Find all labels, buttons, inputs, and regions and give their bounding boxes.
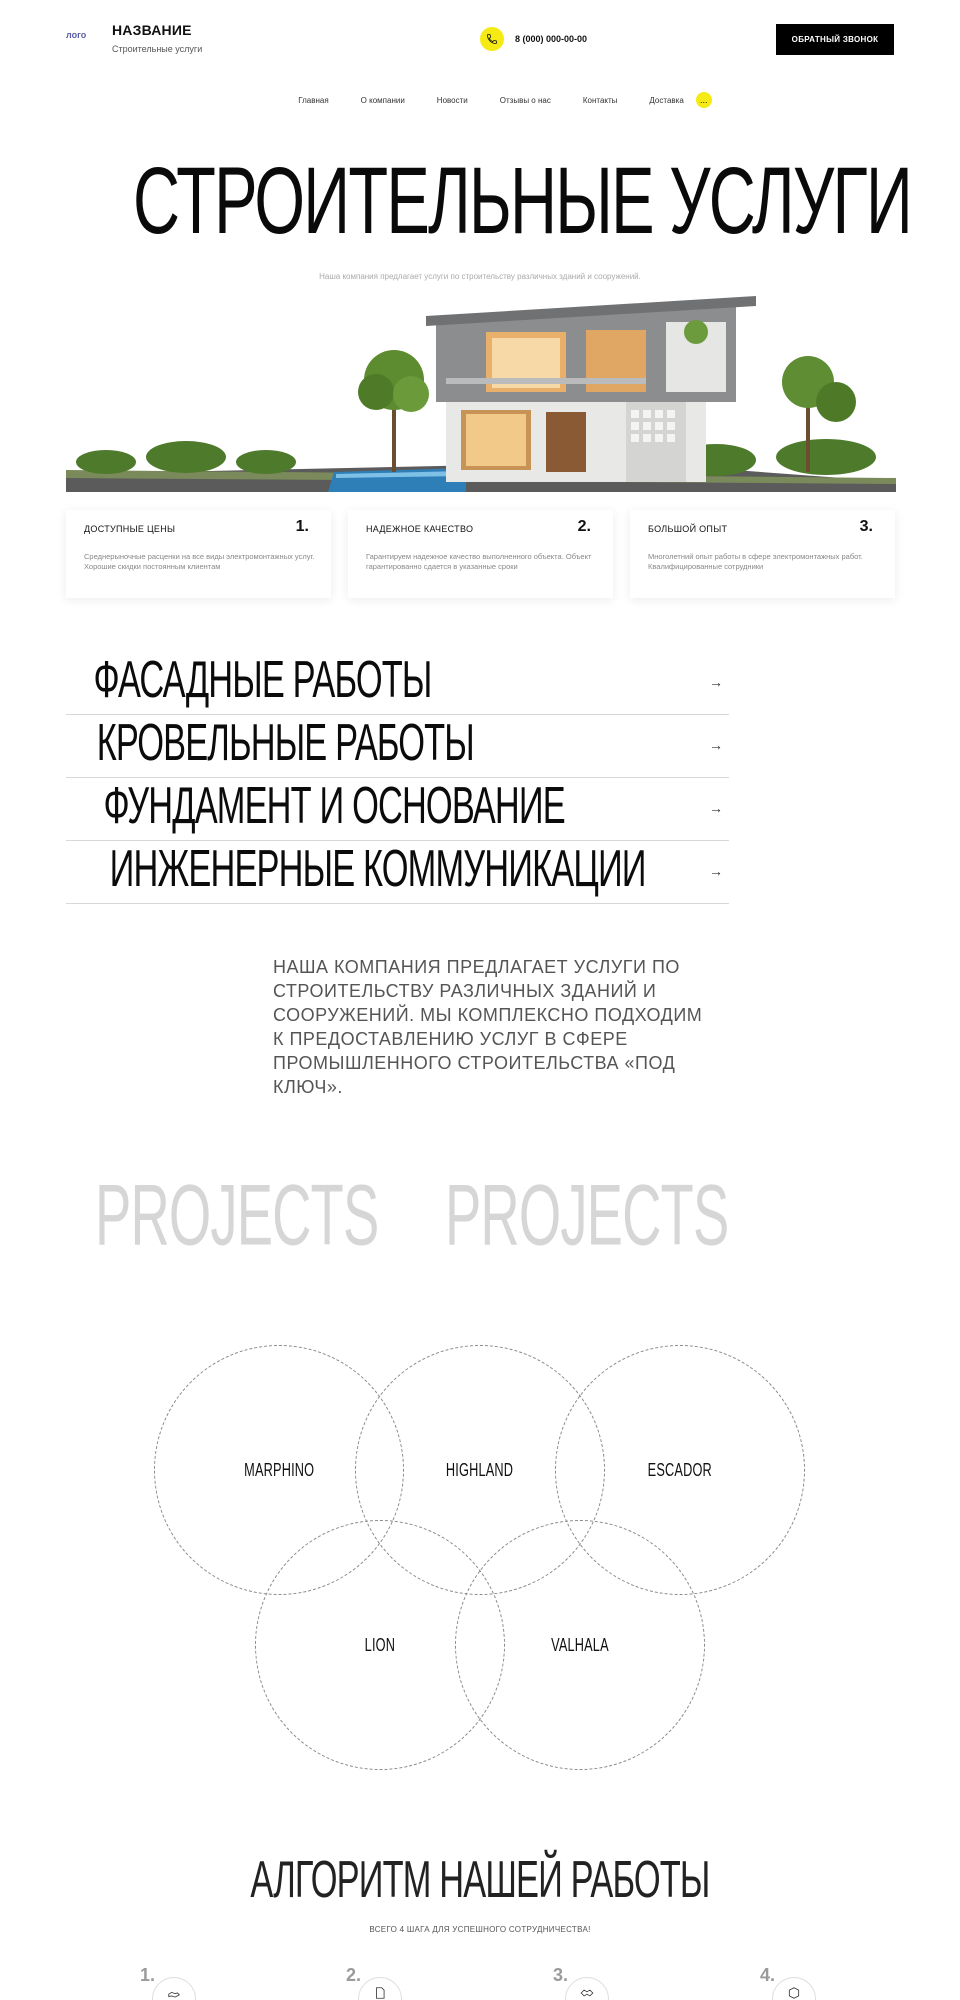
project-circle-valhala[interactable] [455, 1520, 705, 1770]
project-label: LION [364, 1634, 396, 1656]
service-label: ФАСАДНЫЕ РАБОТЫ [93, 651, 432, 709]
feature-title: БОЛЬШОЙ ОПЫТ [648, 524, 728, 534]
hero-house-image [66, 292, 896, 502]
service-item-roofing[interactable] [66, 715, 729, 778]
step-1 [140, 1965, 200, 2000]
feature-text: Гарантируем надежное качество выполненного объекта. Объект гарантированно сдается в указанные сроки [366, 552, 592, 571]
projects-heading-repeat: PROJECTS [445, 1166, 729, 1264]
service-item-engineering[interactable] [66, 841, 729, 904]
phone-number[interactable]: 8 (000) 000-00-00 [515, 34, 588, 44]
hero-subtitle: Наша компания предлагает услуги по строительству различных зданий и сооружений. [319, 272, 641, 281]
feature-card-experience [630, 510, 895, 598]
step-4 [760, 1965, 820, 2000]
feature-title: ДОСТУПНЫЕ ЦЕНЫ [84, 524, 176, 534]
step-number: 3. [553, 1965, 569, 1985]
nav-more-button[interactable]: ... [696, 92, 712, 108]
handshake-icon [565, 1977, 609, 2000]
nav-item-news[interactable]: Новости [436, 96, 468, 105]
nav-item-delivery[interactable]: Доставка [649, 96, 684, 105]
service-label: ФУНДАМЕНТ И ОСНОВАНИЕ [103, 777, 565, 835]
feature-number: 3. [859, 518, 873, 535]
feature-number: 2. [577, 518, 591, 535]
document-icon [358, 1977, 402, 2000]
main-nav [0, 96, 960, 112]
step-number: 1. [140, 1965, 156, 1985]
step-number: 2. [346, 1965, 362, 1985]
nav-item-home[interactable]: Главная [298, 96, 329, 105]
phone-icon[interactable] [480, 27, 504, 51]
brand-title: НАЗВАНИЕ [112, 22, 192, 38]
feature-text: Среднерыночные расценки на все виды электромонтажных услуг. Хорошие скидки постоянным клиентам [84, 552, 315, 571]
brand-subtitle: Строительные услуги [112, 44, 203, 54]
feature-card-quality [348, 510, 613, 598]
feature-number: 1. [295, 518, 309, 535]
service-item-foundation[interactable] [66, 778, 729, 841]
step-number: 4. [760, 1965, 776, 1985]
projects-heading: PROJECTS [95, 1166, 379, 1264]
algorithm-subtitle: ВСЕГО 4 ШАГА ДЛЯ УСПЕШНОГО СОТРУДНИЧЕСТВА! [369, 1925, 591, 1934]
hero-title: СТРОИТЕЛЬНЫЕ УСЛУГИ [133, 147, 912, 254]
feature-title: НАДЕЖНОЕ КАЧЕСТВО [366, 524, 474, 534]
step-2 [346, 1965, 406, 2000]
project-label: HIGHLAND [446, 1459, 514, 1481]
service-label: ИНЖЕНЕРНЫЕ КОММУНИКАЦИИ [109, 840, 646, 898]
algorithm-title [0, 1851, 960, 1909]
project-label: VALHALA [551, 1634, 609, 1656]
algorithm-title-text: АЛГОРИТМ НАШЕЙ РАБОТЫ [250, 1851, 710, 1909]
hand-money-icon [152, 1977, 196, 2000]
step-3 [553, 1965, 613, 2000]
feature-text: Многолетний опыт работы в сфере электромонтажных работ. Квалифицированные сотрудники [648, 552, 863, 571]
feature-card-prices [66, 510, 331, 598]
about-text: НАША КОМПАНИЯ ПРЕДЛАГАЕТ УСЛУГИ ПО СТРОИТЕЛЬСТВУ РАЗЛИЧНЫХ ЗДАНИЙ И СООРУЖЕНИЙ. МЫ КОМПЛЕКСНО ПОДХОДИМ К ПРЕДОСТАВЛЕНИЮ УСЛУГ В СФЕРЕ ПРОМЫШЛЕННОГО СТРОИТЕЛЬСТВА «ПОД КЛЮЧ». [273, 957, 703, 1097]
arrow-right-icon: → [709, 800, 723, 816]
project-label: ESCADOR [647, 1459, 713, 1481]
arrow-right-icon: → [709, 863, 723, 879]
arrow-right-icon: → [709, 737, 723, 753]
nav-item-about[interactable]: О компании [360, 96, 405, 105]
callback-button[interactable]: ОБРАТНЫЙ ЗВОНОК [776, 24, 894, 55]
nav-item-reviews[interactable]: Отзывы о нас [499, 96, 551, 105]
arrow-right-icon: → [709, 674, 723, 690]
service-label: КРОВЕЛЬНЫЕ РАБОТЫ [96, 714, 474, 772]
box-icon [772, 1977, 816, 2000]
nav-item-contacts[interactable]: Контакты [582, 96, 618, 105]
logo[interactable]: лого [66, 30, 87, 40]
project-label: MARPHINO [243, 1459, 315, 1481]
service-item-facade[interactable] [66, 652, 729, 715]
